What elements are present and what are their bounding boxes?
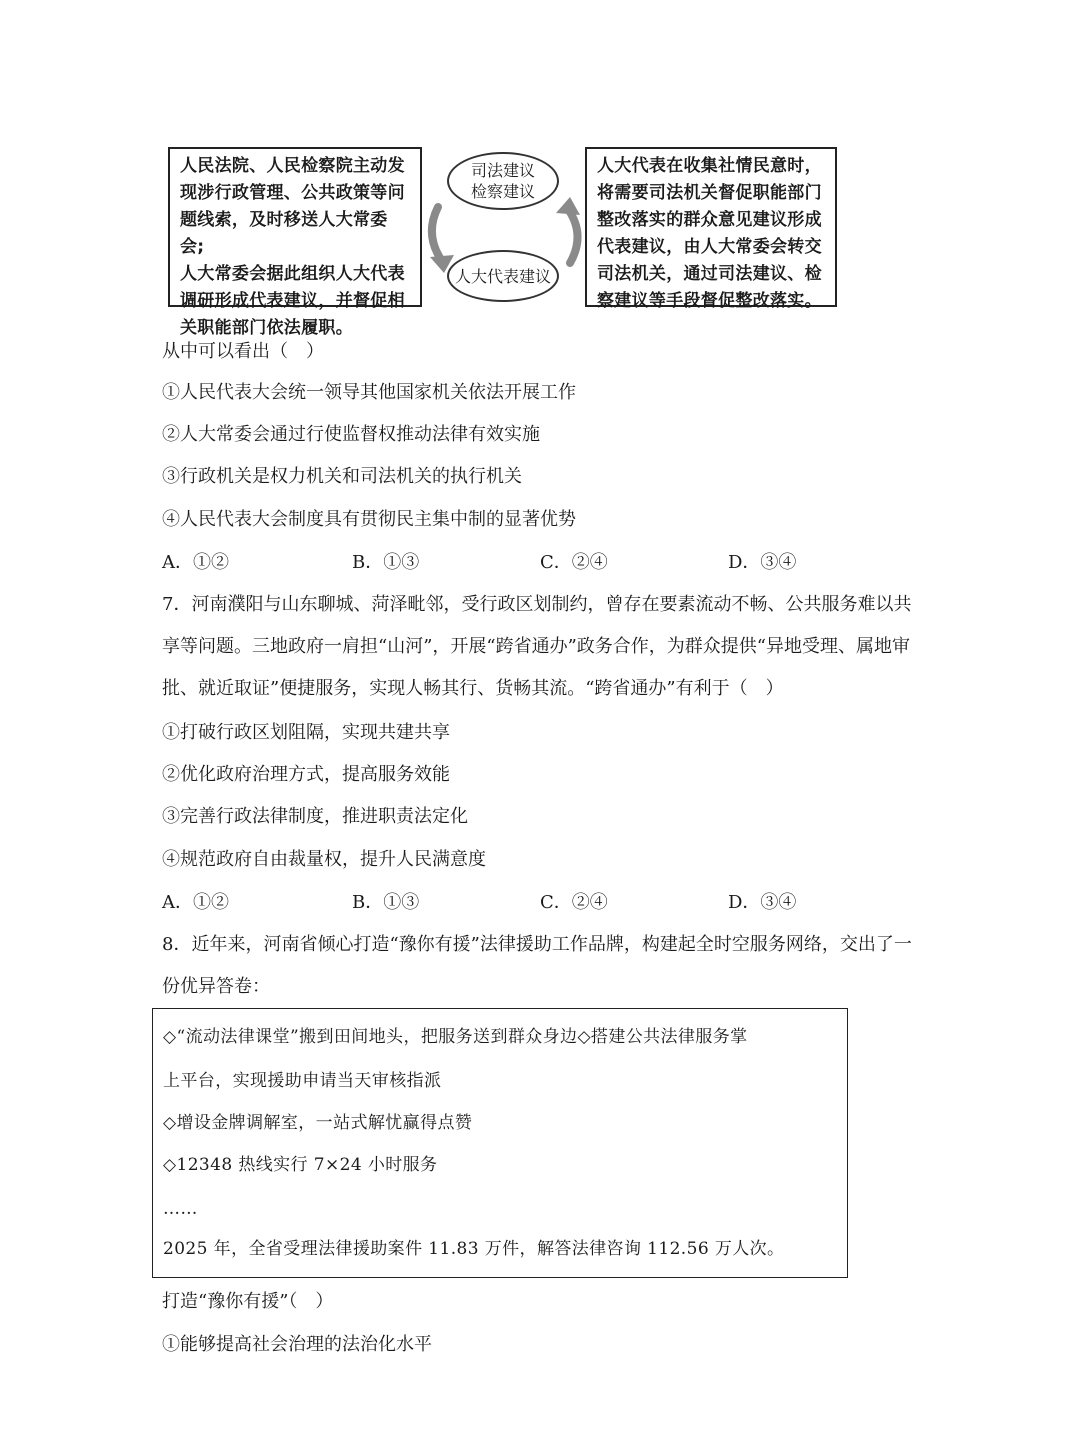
right-box-line: 人大代表在收集社情民意时， (597, 156, 822, 176)
q7-item-3: ③完善行政法律制度，推进职责法定化 (162, 806, 468, 827)
q7-stem: 7．河南濮阳与山东聊城、菏泽毗邻，受行政区划制约，曾存在要素流动不畅、公共服务难以共享等问题。三地政府一肩担“山河”，开展“跨省通办”政务合作，为群众提供“异地受理、属地审批、就近取证”便捷服务，实现人畅其行、货畅其流。“跨省通办”有利于（ ） (162, 594, 912, 699)
bottom-oval-label: 人大代表建议 (454, 266, 551, 286)
q6-option-a: A．①② (162, 552, 229, 573)
left-box-line: 人民法院、人民检察院主动发 (180, 156, 405, 176)
left-box-line: 关职能部门依法履职。 (180, 318, 353, 338)
left-box-line: 人大常委会据此组织人大代表 (180, 264, 405, 284)
cycle-arrows-icon (420, 195, 590, 275)
left-box-line: 调研形成代表建议，并督促相 (180, 291, 405, 311)
left-box-line: 题线索，及时移送人大常委会; (180, 210, 388, 257)
q8-after-stem: 打造“豫你有援”（ ） (162, 1291, 334, 1312)
q8-box-line: ◇“流动法律课堂”搬到田间地头，把服务送到群众身边◇搭建公共法律服务掌 (163, 1027, 748, 1047)
q8-box-line: 2025 年，全省受理法律援助案件 11.83 万件，解答法律咨询 112.56 万人次。 (163, 1239, 785, 1259)
top-oval-line: 司法建议 (470, 161, 535, 180)
right-box-line: 司法机关，通过司法建议、检 (597, 264, 822, 284)
q7-option-d: D．③④ (728, 892, 797, 913)
q6-item-4: ④人民代表大会制度具有贯彻民主集中制的显著优势 (162, 509, 576, 530)
q6-option-b: B．①③ (352, 552, 420, 573)
q6-item-1: ①人民代表大会统一领导其他国家机关依法开展工作 (162, 382, 576, 403)
q7-option-a: A．①② (162, 892, 229, 913)
q6-option-d: D．③④ (728, 552, 797, 573)
q8-box-line: 上平台，实现援助申请当天审核指派 (163, 1071, 442, 1091)
q8-box-line: ◇12348 热线实行 7×24 小时服务 (163, 1155, 438, 1175)
q6-option-c: C．②④ (540, 552, 608, 573)
top-oval-line: 检察建议 (470, 182, 535, 201)
right-box-line: 将需要司法机关督促职能部门 (597, 183, 822, 203)
q6-item-2: ②人大常委会通过行使监督权推动法律有效实施 (162, 424, 540, 445)
q6-stem: 从中可以看出（ ） (162, 341, 324, 362)
right-box-line: 察建议等手段督促整改落实。 (597, 291, 822, 311)
diagram-right-box (585, 147, 837, 311)
q7-option-c: C．②④ (540, 892, 608, 913)
q8-item-1: ①能够提高社会治理的法治化水平 (162, 1334, 432, 1355)
q7-item-4: ④规范政府自由裁量权，提升人民满意度 (162, 849, 486, 870)
diagram-left-box (168, 147, 422, 338)
left-box-line: 现涉行政管理、公共政策等问 (180, 183, 405, 203)
right-box-line: 代表建议，由人大常委会转交 (597, 237, 822, 257)
q7-item-2: ②优化政府治理方式，提高服务效能 (162, 764, 450, 785)
q6-item-3: ③行政机关是权力机关和司法机关的执行机关 (162, 466, 522, 487)
right-box-line: 整改落实的群众意见建议形成 (597, 210, 822, 230)
q7-item-1: ①打破行政区划阻隔，实现共建共享 (162, 722, 450, 743)
q8-info-box (152, 1008, 848, 1278)
q8-box-line: …… (163, 1199, 198, 1219)
q8-stem: 8．近年来，河南省倾心打造“豫你有援”法律援助工作品牌，构建起全时空服务网络，交出了一份优异答卷： (162, 934, 912, 997)
q7-option-b: B．①③ (352, 892, 420, 913)
q8-box-line: ◇增设金牌调解室，一站式解忧赢得点赞 (163, 1113, 473, 1133)
